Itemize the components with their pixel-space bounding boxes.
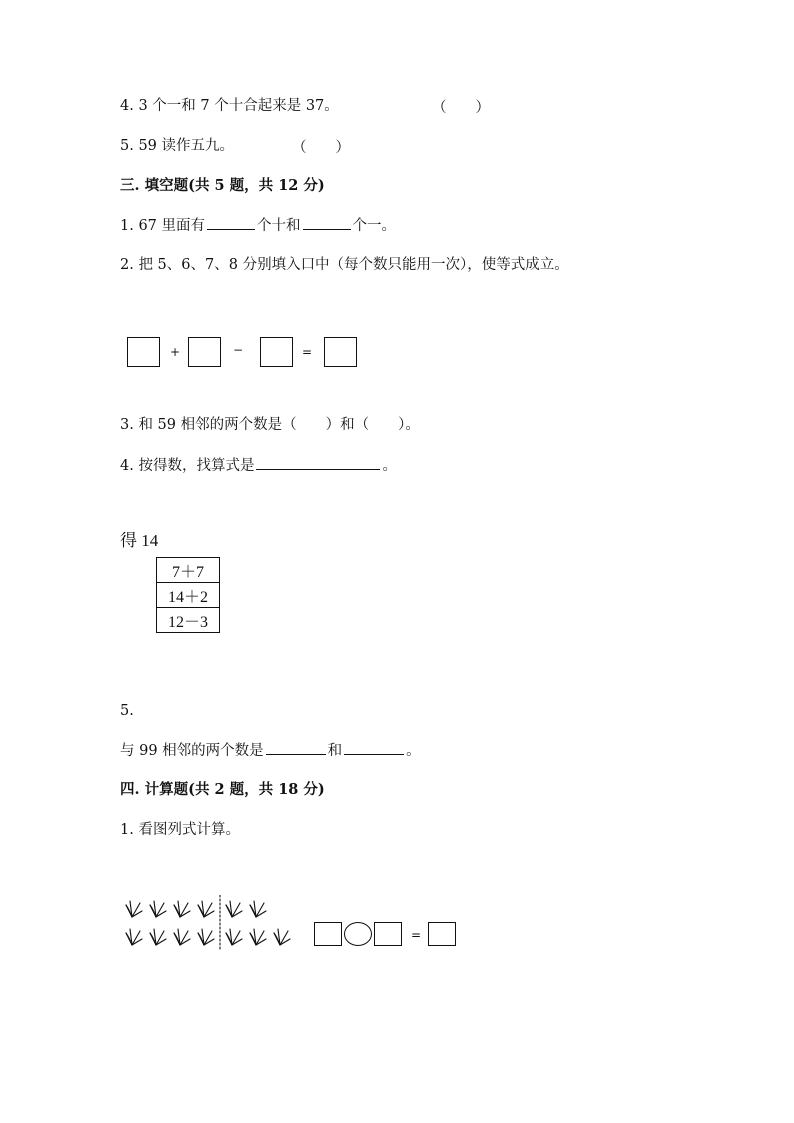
calc-box-1[interactable]: [314, 922, 342, 946]
option-cell[interactable]: 14＋2: [157, 583, 220, 608]
equation-box-1[interactable]: [127, 337, 160, 367]
calc-box-2[interactable]: [374, 922, 402, 946]
fill-q1-blank-tens[interactable]: [207, 215, 255, 230]
calc-box-result[interactable]: [428, 922, 456, 946]
judgment-q4: 4. 3 个一和 7 个十合起来是 37。: [120, 98, 339, 114]
calc-operator-oval[interactable]: [344, 922, 372, 946]
calc-equals-sign: =: [411, 928, 422, 942]
expression-options-table: [156, 557, 220, 633]
section-3-title: 三. 填空题(共 5 题，共 12 分): [120, 177, 325, 194]
judgment-q5-answer-parens[interactable]: （ ）: [292, 140, 350, 156]
minus-sign: −: [233, 343, 244, 357]
fill-q1-blank-ones[interactable]: [303, 215, 351, 230]
fill-q5-blank-2[interactable]: [344, 740, 404, 755]
fill-q1-part-b: 个十和: [257, 218, 301, 234]
fill-q4: [120, 455, 397, 476]
fill-q5-number: 5.: [120, 703, 134, 719]
fill-q3: 3. 和 59 相邻的两个数是（ ）和（ ）。: [120, 417, 420, 433]
calc-q1: 1. 看图列式计算。: [120, 822, 240, 838]
plus-sign: +: [170, 345, 181, 359]
equals-sign: =: [302, 345, 313, 359]
fill-q1-part-c: 个一。: [352, 218, 397, 234]
option-cell[interactable]: 12－3: [157, 608, 220, 633]
equation-box-4[interactable]: [324, 337, 357, 367]
fill-q5-part-a: 与 99 相邻的两个数是: [120, 743, 264, 759]
fill-q5: [120, 740, 421, 761]
fill-q4-part-b: 。: [382, 458, 397, 474]
result-label: 得 14: [120, 531, 159, 550]
fill-q4-part-a: 4. 按得数，找算式是: [120, 458, 255, 474]
equation-box-3[interactable]: [260, 337, 293, 367]
fill-q1: [120, 215, 396, 236]
section-4-title: 四. 计算题(共 2 题，共 18 分): [120, 781, 325, 798]
fill-q5-blank-1[interactable]: [266, 740, 326, 755]
fill-q5-part-c: 。: [406, 743, 421, 759]
fill-q4-blank[interactable]: [256, 455, 380, 470]
equation-box-2[interactable]: [188, 337, 221, 367]
fill-q1-part-a: 1. 67 里面有: [120, 218, 206, 234]
judgment-q4-answer-parens[interactable]: （ ）: [432, 100, 490, 116]
sprout-illustration: [120, 895, 300, 951]
judgment-q5: 5. 59 读作五九。: [120, 138, 235, 154]
fill-q2: 2. 把 5、6、7、8 分别填入口中（每个数只能用一次），使等式成立。: [120, 257, 569, 273]
fill-q5-part-b: 和: [327, 743, 343, 759]
option-cell[interactable]: 7＋7: [157, 558, 220, 583]
